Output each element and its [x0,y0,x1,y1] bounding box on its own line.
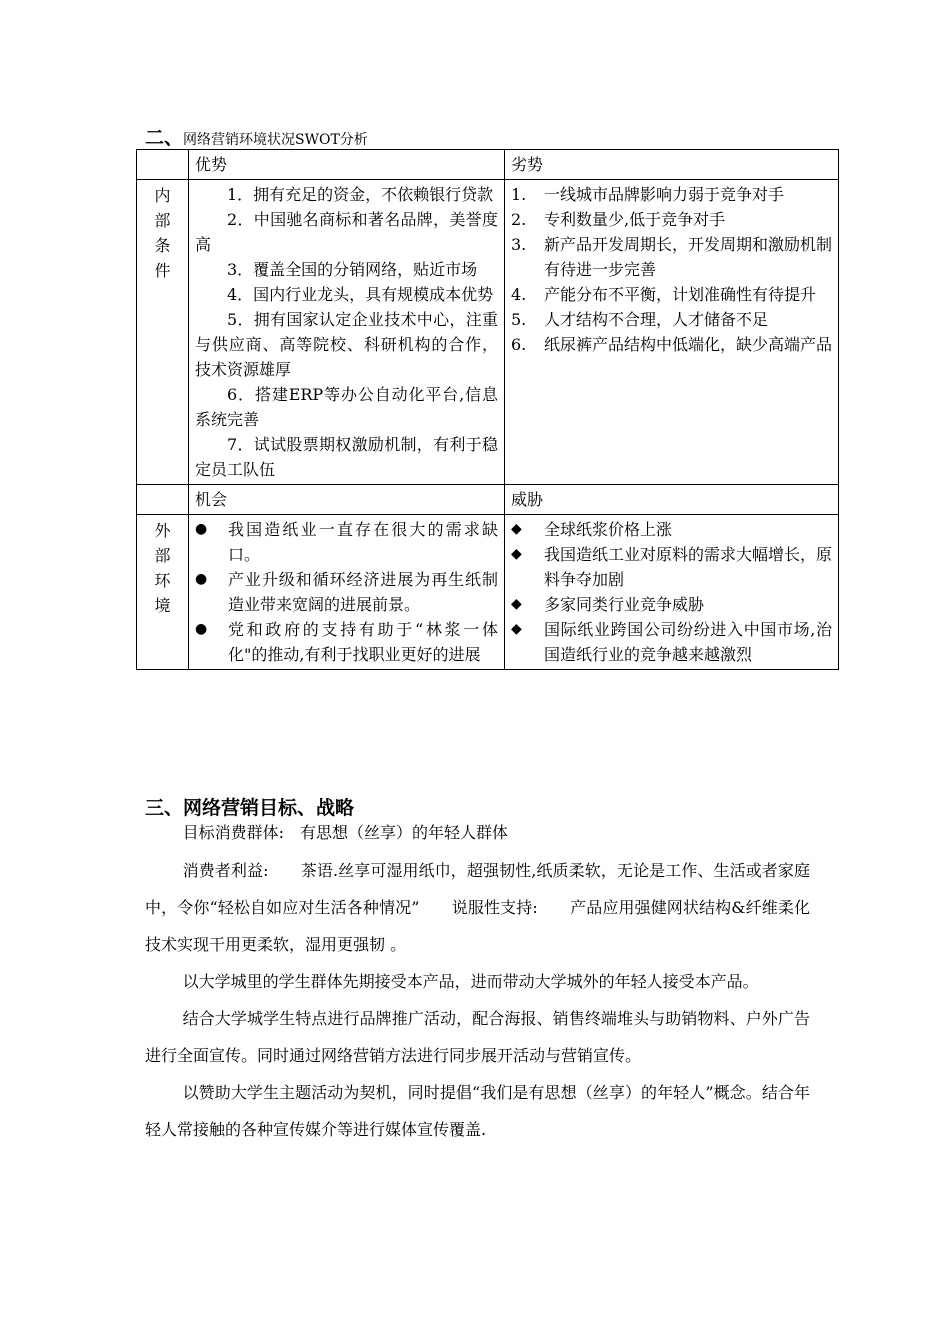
strength-item: 6．搭建ERP等办公自动化平台,信息系统完善 [195,385,498,429]
threats-list [511,517,832,667]
weakness-item: 5. 人才结构不合理，人才储备不足 [511,310,769,329]
weaknesses-list [511,182,832,357]
target-audience-paragraph: 目标消费群体: 有思想（丝享）的年轻人群体 [182,823,508,842]
weakness-item: 3. 新产品开发周期长，开发周期和激励机制有待进一步完善 [511,235,833,279]
strategy-paragraph: 以大学城里的学生群体先期接受本产品，进而带动大学城外的年轻人接受本产品。 [182,972,759,991]
strength-item: 7．试试股票期权激励机制，有利于稳定员工队伍 [195,435,498,479]
bullet-dot-icon: ● [195,521,208,537]
bullet-diamond-icon: ◆ [511,521,522,537]
threats-header: 威胁 [505,485,839,515]
swot-corner-cell-top [137,150,189,180]
section-3-heading: 三、网络营销目标、战略 [145,797,355,819]
consumer-benefit-paragraph: 消费者利益: 茶语.丝享可湿用纸巾，超强韧性,纸质柔软，无论是工作、生活或者家庭中，令你“轻松自如应对生活各种情况” 说服性支持: 产品应用强健网状结构&纤维柔化技术实现干用更柔软，湿用更强韧 。 [145,861,810,954]
opportunities-cell [189,515,505,670]
section-2-title: 网络营销环境状况SWOT分析 [183,132,368,148]
strengths-header: 优势 [189,150,505,180]
bullet-dot-icon: ● [195,621,208,637]
strength-item: 5．拥有国家认定企业技术中心，注重与供应商、高等院校、科研机构的合作，技术资源雄厚 [195,310,498,379]
threat-item: ◆ 我国造纸工业对原料的需求大幅增长，原料争夺加剧 [511,542,832,592]
strength-item: 1．拥有充足的资金，不依赖银行贷款 [227,185,494,204]
section-3-body [145,820,810,1148]
sponsorship-paragraph: 以赞助大学生主题活动为契机，同时提倡“我们是有思想（丝享）的年轻人”概念。结合年轻人常接触的各种宣传媒介等进行媒体宣传覆盖. [145,1083,810,1139]
bullet-dot-icon: ● [195,571,208,587]
swot-header-row-internal [137,150,839,180]
section-2-heading [145,128,368,150]
weaknesses-header: 劣势 [505,150,839,180]
swot-table [136,149,839,670]
external-environment-label: 外部环境 [137,515,189,670]
threats-cell [505,515,839,670]
threat-item: ◆ 多家同类行业竞争威胁 [511,592,832,617]
opportunities-header: 机会 [189,485,505,515]
section-2-number: 二、 [145,127,184,149]
opportunity-item: ● 党和政府的支持有助于“林浆一体化"的推动,有利于找职业更好的进展 [195,617,498,667]
bullet-diamond-icon: ◆ [511,621,522,637]
swot-corner-cell-bottom [137,485,189,515]
opportunities-list [195,517,498,667]
swot-external-row [137,515,839,670]
bullet-diamond-icon: ◆ [511,596,522,612]
internal-conditions-label: 内部条件 [137,180,189,485]
weakness-item: 1. 一线城市品牌影响力弱于竞争对手 [511,185,785,204]
opportunity-item: ● 产业升级和循环经济进展为再生纸制造业带来宽阔的进展前景。 [195,567,498,617]
weakness-item: 2. 专利数量少,低于竞争对手 [511,210,726,229]
strengths-cell [189,180,505,485]
weakness-item: 6. 纸尿裤产品结构中低端化，缺少高端产品 [511,335,833,354]
swot-internal-row [137,180,839,485]
opportunity-item: ● 我国造纸业一直存在很大的需求缺口。 [195,517,498,567]
threat-item: ◆ 全球纸浆价格上涨 [511,517,832,542]
weakness-item: 4. 产能分布不平衡，计划准确性有待提升 [511,285,817,304]
strength-item: 2．中国驰名商标和著名品牌，美誉度高 [195,210,498,254]
bullet-diamond-icon: ◆ [511,546,522,562]
promotion-paragraph: 结合大学城学生特点进行品牌推广活动，配合海报、销售终端堆头与助销物料、户外广告进行全面宣传。同时通过网络营销方法进行同步展开活动与营销宣传。 [145,1009,810,1065]
swot-header-row-external [137,485,839,515]
strength-item: 4．国内行业龙头，具有规模成本优势 [227,285,494,304]
strength-item: 3．覆盖全国的分销网络，贴近市场 [227,260,478,279]
threat-item: ◆ 国际纸业跨国公司纷纷进入中国市场,治国造纸行业的竞争越来越激烈 [511,617,832,667]
weaknesses-cell [505,180,839,485]
